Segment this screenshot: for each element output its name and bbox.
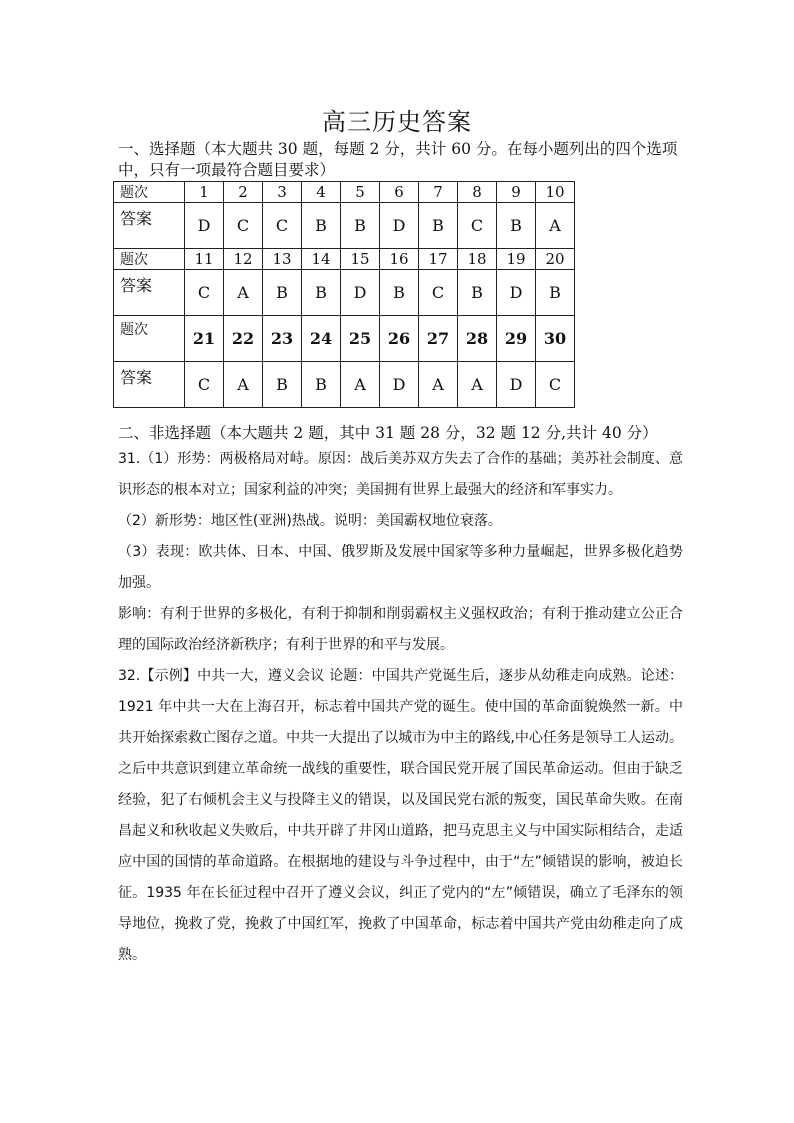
question-number: 23 bbox=[263, 316, 302, 362]
answer-31-part3: （3）表现：欧共体、日本、中国、俄罗斯及发展中国家等多种力量崛起，世界多极化趋势加强。 bbox=[118, 544, 683, 591]
question-number: 11 bbox=[185, 249, 224, 270]
answer-cell: B bbox=[302, 362, 341, 408]
answer-cell: D bbox=[497, 362, 536, 408]
question-number: 20 bbox=[536, 249, 575, 270]
answer-cell: D bbox=[497, 270, 536, 316]
answer-cell: C bbox=[185, 270, 224, 316]
question-number: 30 bbox=[536, 316, 575, 362]
question-number: 26 bbox=[380, 316, 419, 362]
answer-cell: D bbox=[341, 270, 380, 316]
answer-cell: D bbox=[380, 362, 419, 408]
answer-31 bbox=[118, 444, 683, 971]
answer-row bbox=[114, 270, 575, 316]
question-number-row bbox=[114, 182, 575, 203]
answer-cell: C bbox=[419, 270, 458, 316]
page-title: 高三历史答案 bbox=[322, 108, 472, 136]
section2-heading: 二、非选择题（本大题共 2 题，其中 31 题 28 分，32 题 12 分,共计 40 分） bbox=[118, 424, 658, 442]
question-number: 8 bbox=[458, 182, 497, 203]
answer-row bbox=[114, 203, 575, 249]
question-number: 28 bbox=[458, 316, 497, 362]
question-number: 3 bbox=[263, 182, 302, 203]
answer-cell: D bbox=[185, 203, 224, 249]
question-number: 10 bbox=[536, 182, 575, 203]
answer-cell: D bbox=[380, 203, 419, 249]
answer-cell: B bbox=[263, 270, 302, 316]
answer-cell: A bbox=[458, 362, 497, 408]
question-number: 7 bbox=[419, 182, 458, 203]
answer-cell: C bbox=[224, 203, 263, 249]
answer-row bbox=[114, 362, 575, 408]
answer-cell: B bbox=[341, 203, 380, 249]
answer-label: 答案 bbox=[114, 270, 185, 316]
question-number: 22 bbox=[224, 316, 263, 362]
answer-cell: C bbox=[458, 203, 497, 249]
answer-label: 答案 bbox=[114, 362, 185, 408]
answer-cell: C bbox=[263, 203, 302, 249]
question-label: 题次 bbox=[114, 249, 185, 270]
answer-cell: A bbox=[419, 362, 458, 408]
question-number: 18 bbox=[458, 249, 497, 270]
answer-cell: B bbox=[263, 362, 302, 408]
answer-cell: A bbox=[224, 270, 263, 316]
question-number: 14 bbox=[302, 249, 341, 270]
question-number: 17 bbox=[419, 249, 458, 270]
answer-cell: A bbox=[224, 362, 263, 408]
answer-cell: B bbox=[302, 270, 341, 316]
answer-31-part2: （2）新形势：地区性(亚洲)热战。说明：美国霸权地位衰落。 bbox=[118, 513, 502, 529]
answer-cell: A bbox=[536, 203, 575, 249]
question-number: 27 bbox=[419, 316, 458, 362]
question-number: 19 bbox=[497, 249, 536, 270]
answer-cell: B bbox=[380, 270, 419, 316]
question-number-row bbox=[114, 249, 575, 270]
question-number: 15 bbox=[341, 249, 380, 270]
question-number: 5 bbox=[341, 182, 380, 203]
question-number: 12 bbox=[224, 249, 263, 270]
question-number: 6 bbox=[380, 182, 419, 203]
question-number: 25 bbox=[341, 316, 380, 362]
question-number: 9 bbox=[497, 182, 536, 203]
answer-cell: B bbox=[458, 270, 497, 316]
answer-31-impact: 影响：有利于世界的多极化，有利于抑制和削弱霸权主义强权政治；有利于推动建立公正合理的国际政治经济新秩序；有利于世界的和平与发展。 bbox=[118, 606, 683, 653]
answer-cell: B bbox=[302, 203, 341, 249]
question-label: 题次 bbox=[114, 182, 185, 203]
question-label: 题次 bbox=[114, 316, 185, 362]
answer-cell: B bbox=[497, 203, 536, 249]
section1-heading: 一、选择题（本大题共 30 题，每题 2 分，共计 60 分。在每小题列出的四个选项中，只有一项最符合题目要求） bbox=[118, 140, 678, 179]
question-number: 21 bbox=[185, 316, 224, 362]
answer-cell: B bbox=[419, 203, 458, 249]
question-number: 16 bbox=[380, 249, 419, 270]
question-number-row bbox=[114, 316, 575, 362]
question-number: 2 bbox=[224, 182, 263, 203]
question-number: 4 bbox=[302, 182, 341, 203]
question-number: 13 bbox=[263, 249, 302, 270]
answer-31-part1: 31.（1）形势：两极格局对峙。原因：战后美苏双方失去了合作的基础；美苏社会制度、意识形态的根本对立；国家利益的冲突；美国拥有世界上最强大的经济和军事实力。 bbox=[118, 451, 683, 498]
answer-cell: C bbox=[536, 362, 575, 408]
question-number: 29 bbox=[497, 316, 536, 362]
question-number: 24 bbox=[302, 316, 341, 362]
answer-cell: A bbox=[341, 362, 380, 408]
answer-table bbox=[113, 181, 575, 408]
answer-32: 32.【示例】中共一大，遵义会议 论题：中国共产党诞生后，逐步从幼稚走向成熟。论述：1921 年中共一大在上海召开，标志着中国共产党的诞生。使中国的革命面貌焕然一新。中共开始探索救亡图存之道。中共一大提出了以城市为中主的路线,中心任务是领导工人运动。之后中共意识到建立革命统一战线的重要性，联合国民党开展了国民革命运动。但由于缺乏经验，犯了右倾机会主义与投降主义的错误，以及国民党右派的叛变，国民革命失败。在南昌起义和秋收起义失败后，中共开辟了井冈山道路，把马克思主义与中国实际相结合，走适应中国的国情的革命道路。在根据地的建设与斗争过程中，由于“左”倾错误的影响，被迫长征。1935 年在长征过程中召开了遵义会议，纠正了党内的“左”倾错误，确立了毛泽东的领导地位，挽救了党，挽救了中国红军，挽救了中国革命，标志着中国共产党由幼稚走向了成熟。 bbox=[118, 668, 683, 963]
answer-cell: C bbox=[185, 362, 224, 408]
answer-label: 答案 bbox=[114, 203, 185, 249]
answer-cell: B bbox=[536, 270, 575, 316]
question-number: 1 bbox=[185, 182, 224, 203]
